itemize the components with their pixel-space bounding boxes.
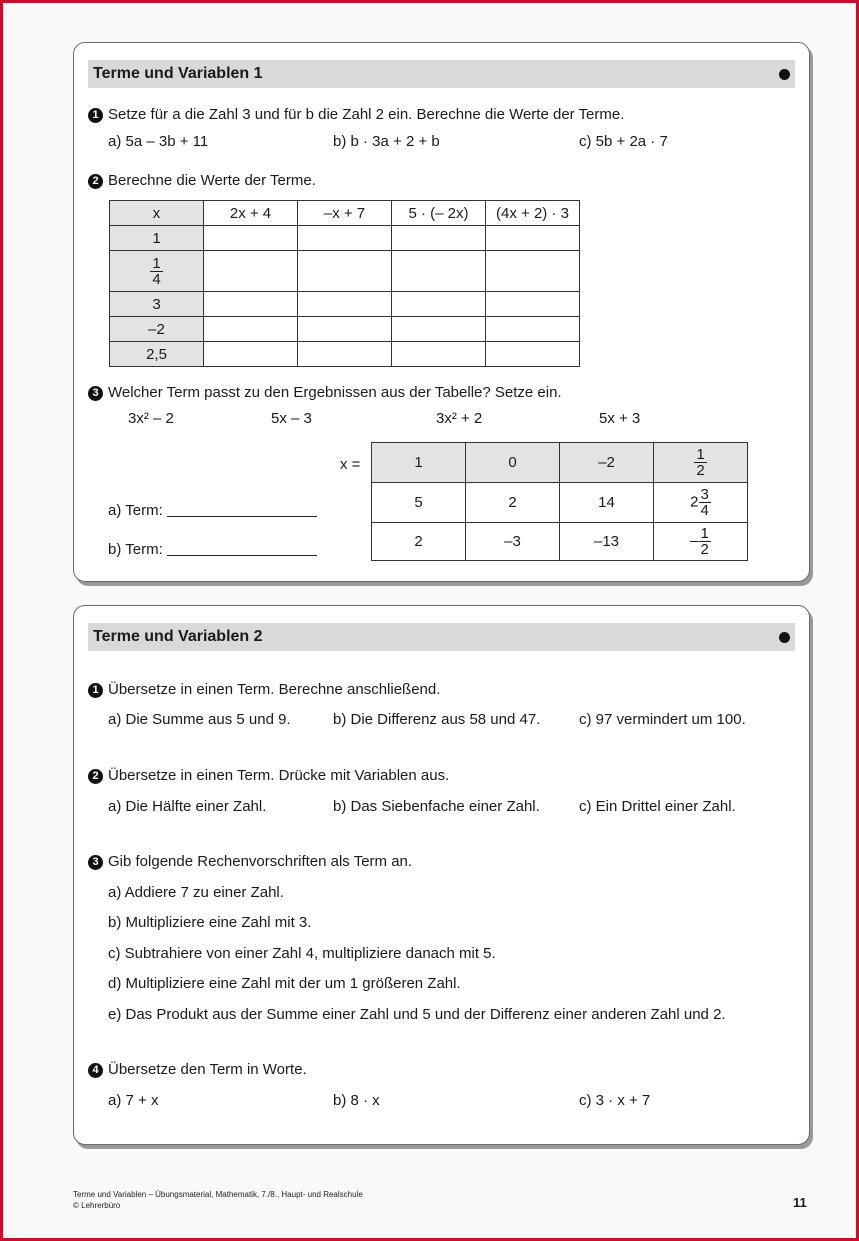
task-item: a) Addiere 7 zu einer Zahl. [108,884,284,901]
x-value-cell: –2 [560,443,654,483]
result-cell: 14 [560,483,654,523]
task-item: a) Die Hälfte einer Zahl. [108,798,267,815]
x-value-cell: 1 [372,443,466,483]
result-table [371,442,748,561]
table-row [110,317,580,342]
bullet-dot-icon [779,69,790,80]
task-prompt [88,106,624,123]
answer-cell[interactable] [486,292,580,317]
task-prompt [88,384,562,401]
table-row-label [110,251,204,292]
task-prompt-text: Berechne die Werte der Terme. [108,172,316,189]
task-item: d) Multipliziere eine Zahl mit der um 1 größeren Zahl. [108,975,461,992]
fraction-denominator: 2 [696,462,705,479]
result-cell: –13 [560,523,654,561]
task-number-icon: 2 [88,174,103,189]
x-label: x = [340,456,361,473]
term-answer-label: b) Term: [108,541,163,558]
term-option: 5x + 3 [599,410,641,427]
task-item: c) 3 · x + 7 [579,1092,651,1109]
task-prompt-text: Welcher Term passt zu den Ergebnissen aus der Tabelle? Setze ein. [108,384,562,401]
mixed-whole: 2 [690,493,699,511]
task-prompt [88,767,449,784]
task-item: e) Das Produkt aus der Summe einer Zahl und 5 und der Differenz einer anderen Zahl und 2. [108,1006,726,1023]
result-cell: –3 [466,523,560,561]
task-item: b) b · 3a + 2 + b [333,133,440,150]
answer-cell[interactable] [298,292,392,317]
table-row [110,251,580,292]
task-number-icon: 1 [88,108,103,123]
answer-cell[interactable] [204,292,298,317]
fraction-numerator: 1 [696,446,705,463]
page-number: 11 [793,1195,807,1210]
footer-source: Terme und Variablen – Übungsmaterial, Mathematik, 7./8., Haupt- und Realschule [73,1190,363,1199]
answer-cell[interactable] [204,317,298,342]
table-row [372,443,748,483]
task-item: b) Das Siebenfache einer Zahl. [333,798,540,815]
result-cell: 2 [466,483,560,523]
table-row [110,292,580,317]
answer-blank-line[interactable] [167,516,317,517]
x-value-cell [654,443,748,483]
task-prompt-text: Gib folgende Rechenvorschriften als Term an. [108,853,413,870]
section-title-bar [88,623,795,651]
answer-cell[interactable] [392,317,486,342]
answer-cell[interactable] [204,226,298,251]
table-row [110,342,580,367]
task-number-icon: 4 [88,1063,103,1078]
answer-cell[interactable] [392,292,486,317]
term-answer-b [108,541,317,558]
bullet-dot-icon [779,632,790,643]
fraction [699,487,711,518]
footer-copyright: © Lehrerbüro [73,1201,121,1210]
task-prompt [88,1061,307,1078]
answer-cell[interactable] [486,251,580,292]
task-item: c) 5b + 2a · 7 [579,133,668,150]
section-title-bar [88,60,795,88]
table-row [110,226,580,251]
result-cell: 5 [372,483,466,523]
section-title: Terme und Variablen 1 [93,65,263,82]
fraction-denominator: 2 [700,541,709,558]
table-row-label: 1 [110,226,204,251]
task-number-icon: 1 [88,683,103,698]
answer-cell[interactable] [486,317,580,342]
answer-cell[interactable] [204,251,298,292]
task-prompt-text: Übersetze in einen Term. Drücke mit Variablen aus. [108,767,450,784]
task-prompt-text: Übersetze den Term in Worte. [108,1061,307,1078]
worksheet-card-2 [73,605,810,1145]
fraction-numerator: 1 [700,525,709,542]
minus-sign: – [690,532,699,550]
task-prompt [88,853,412,870]
answer-cell[interactable] [486,342,580,367]
table-header-cell: 2x + 4 [204,201,298,226]
term-option: 5x – 3 [271,410,312,427]
x-value-cell: 0 [466,443,560,483]
fraction [694,447,706,478]
page-footer [73,1189,363,1211]
worksheet-card-1 [73,42,810,582]
task-item: a) 7 + x [108,1092,159,1109]
task-item: b) 8 · x [333,1092,380,1109]
term-answer-label: a) Term: [108,502,163,519]
answer-cell[interactable] [392,342,486,367]
task-number-icon: 3 [88,855,103,870]
task-item: b) Die Differenz aus 58 und 47. [333,711,541,728]
task-prompt [88,172,316,189]
answer-cell[interactable] [298,317,392,342]
task-item: a) Die Summe aus 5 und 9. [108,711,291,728]
answer-cell[interactable] [392,251,486,292]
fraction-numerator: 1 [152,254,161,272]
term-option: 3x² – 2 [128,410,174,427]
answer-cell[interactable] [204,342,298,367]
fraction-numerator: 3 [700,486,709,503]
fraction-denominator: 4 [152,270,161,288]
answer-cell[interactable] [298,342,392,367]
term-answer-a [108,502,317,519]
task-prompt-text: Setze für a die Zahl 3 und für b die Zahl 2 ein. Berechne die Werte der Terme. [108,106,625,123]
answer-cell[interactable] [486,226,580,251]
table-header-cell: (4x + 2) · 3 [486,201,580,226]
result-cell [654,483,748,523]
result-cell: 2 [372,523,466,561]
table-row [372,483,748,523]
task-item: c) 97 vermindert um 100. [579,711,746,728]
task-item: c) Ein Drittel einer Zahl. [579,798,736,815]
task-prompt-text: Übersetze in einen Term. Berechne anschließend. [108,681,441,698]
table-row-label: –2 [110,317,204,342]
task-number-icon: 3 [88,386,103,401]
fraction-denominator: 4 [700,502,709,519]
answer-cell[interactable] [298,226,392,251]
table-row [372,523,748,561]
fraction [699,526,711,557]
answer-blank-line[interactable] [167,555,317,556]
table-header-cell: 5 · (– 2x) [392,201,486,226]
table-row-label: 2,5 [110,342,204,367]
value-table [109,200,580,367]
table-header-cell: x [110,201,204,226]
answer-cell[interactable] [392,226,486,251]
term-option: 3x² + 2 [436,410,483,427]
task-item: b) Multipliziere eine Zahl mit 3. [108,914,312,931]
section-title: Terme und Variablen 2 [93,628,263,645]
task-item: a) 5a – 3b + 11 [108,133,209,150]
table-header-cell: –x + 7 [298,201,392,226]
result-cell [654,523,748,561]
task-prompt [88,681,440,698]
table-row-label: 3 [110,292,204,317]
answer-cell[interactable] [298,251,392,292]
fraction [150,256,162,287]
task-item: c) Subtrahiere von einer Zahl 4, multipliziere danach mit 5. [108,945,496,962]
task-number-icon: 2 [88,769,103,784]
